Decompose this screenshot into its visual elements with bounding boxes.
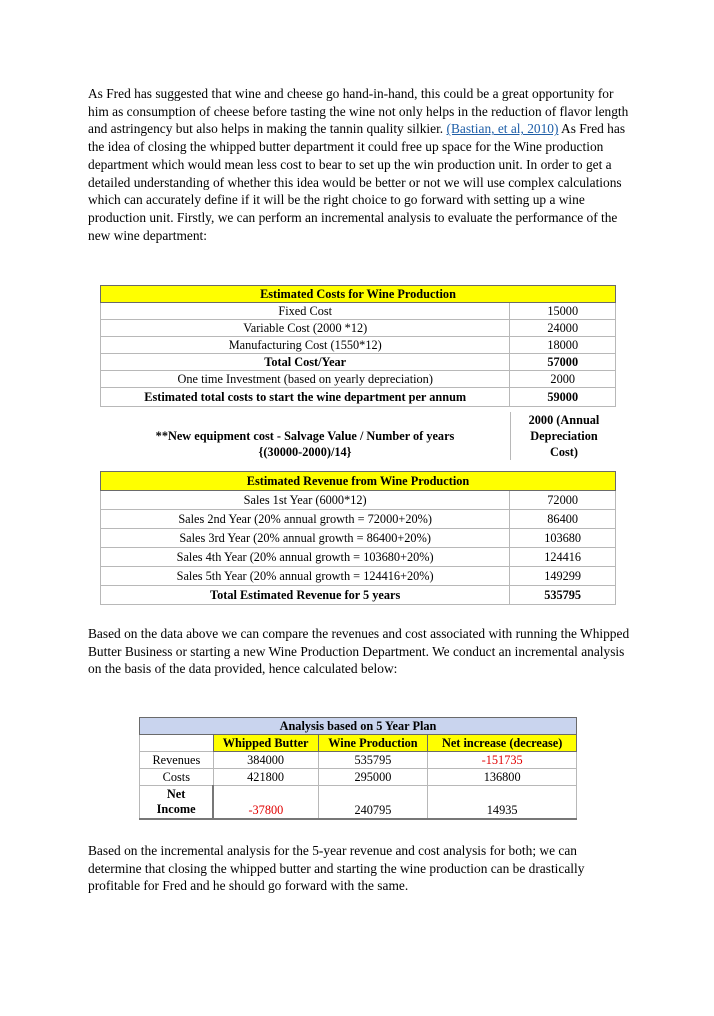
table-row: Sales 5th Year (20% annual growth = 124416+20%) 149299: [101, 567, 616, 586]
comparison-paragraph: Based on the data above we can compare the revenues and cost associated with running the Whipped Butter Business or starting a new Wine Production Department. We conduct an incremental analysis on the basis of the data provided, hence calculated below:: [88, 626, 630, 677]
intro-text-part1: As Fred has suggested that wine and cheese go hand-in-hand, this could be a great opportunity for him as consumption of cheese before tasting the wine not only helps in the reduction of flavor length and astringency but also helps in making the tannin quality silkier.: [88, 86, 629, 137]
analysis-table-header: Analysis based on 5 Year Plan: [140, 718, 577, 735]
revenue-table-header: Estimated Revenue from Wine Production: [101, 472, 616, 491]
revenue-table: [100, 471, 616, 605]
table-row: Costs 421800 295000 136800: [140, 769, 577, 786]
citation-link[interactable]: (Bastian, et al, 2010): [446, 121, 559, 137]
depreciation-value: 2000 (Annual Depreciation Cost): [510, 412, 617, 460]
column-header-net-increase: Net increase (decrease): [428, 735, 577, 752]
table-row: Variable Cost (2000 *12) 24000: [101, 320, 616, 337]
table-row: Revenues 384000 535795 -151735: [140, 752, 577, 769]
table-row: Fixed Cost 15000: [101, 303, 616, 320]
intro-paragraph: [88, 85, 633, 244]
column-header-whipped-butter: Whipped Butter: [213, 735, 318, 752]
table-row: Total Estimated Revenue for 5 years 535795: [101, 586, 616, 605]
table-row: Sales 4th Year (20% annual growth = 103680+20%) 124416: [101, 548, 616, 567]
table-row: Sales 3rd Year (20% annual growth = 86400+20%) 103680: [101, 529, 616, 548]
analysis-table: [139, 717, 577, 820]
costs-table: [100, 285, 616, 407]
table-row: One time Investment (based on yearly depreciation) 2000: [101, 371, 616, 388]
column-header-wine-production: Wine Production: [318, 735, 428, 752]
intro-text-part2: As Fred has the idea of closing the whipped butter department it could free up space for the Wine production department which would mean less cost to bear to set up the win production unit. In order to get a detailed understanding of whether this idea would be better or not we will use complex calculations which can accurately define if it will be the right choice to go forward with setting up a wine production unit. Firstly, we can perform an incremental analysis to evaluate the performance of the new wine department:: [88, 121, 626, 243]
table-row: Manufacturing Cost (1550*12) 18000: [101, 337, 616, 354]
conclusion-paragraph: Based on the incremental analysis for the 5-year revenue and cost analysis for both; we can determine that closing the whipped butter and starting the wine production can be drastically profitable for Fred and he should go forward with the same.: [88, 843, 585, 894]
table-row: Sales 2nd Year (20% annual growth = 72000+20%) 86400: [101, 510, 616, 529]
table-row: Estimated total costs to start the wine department per annum 59000: [101, 388, 616, 407]
depreciation-note: **New equipment cost - Salvage Value / Number of years {(30000-2000)/14}: [155, 429, 455, 459]
table-row: Net Income -37800 240795 14935: [140, 786, 577, 820]
table-row: Sales 1st Year (6000*12) 72000: [101, 491, 616, 510]
costs-table-header: Estimated Costs for Wine Production: [101, 286, 616, 303]
table-row: Total Cost/Year 57000: [101, 354, 616, 371]
